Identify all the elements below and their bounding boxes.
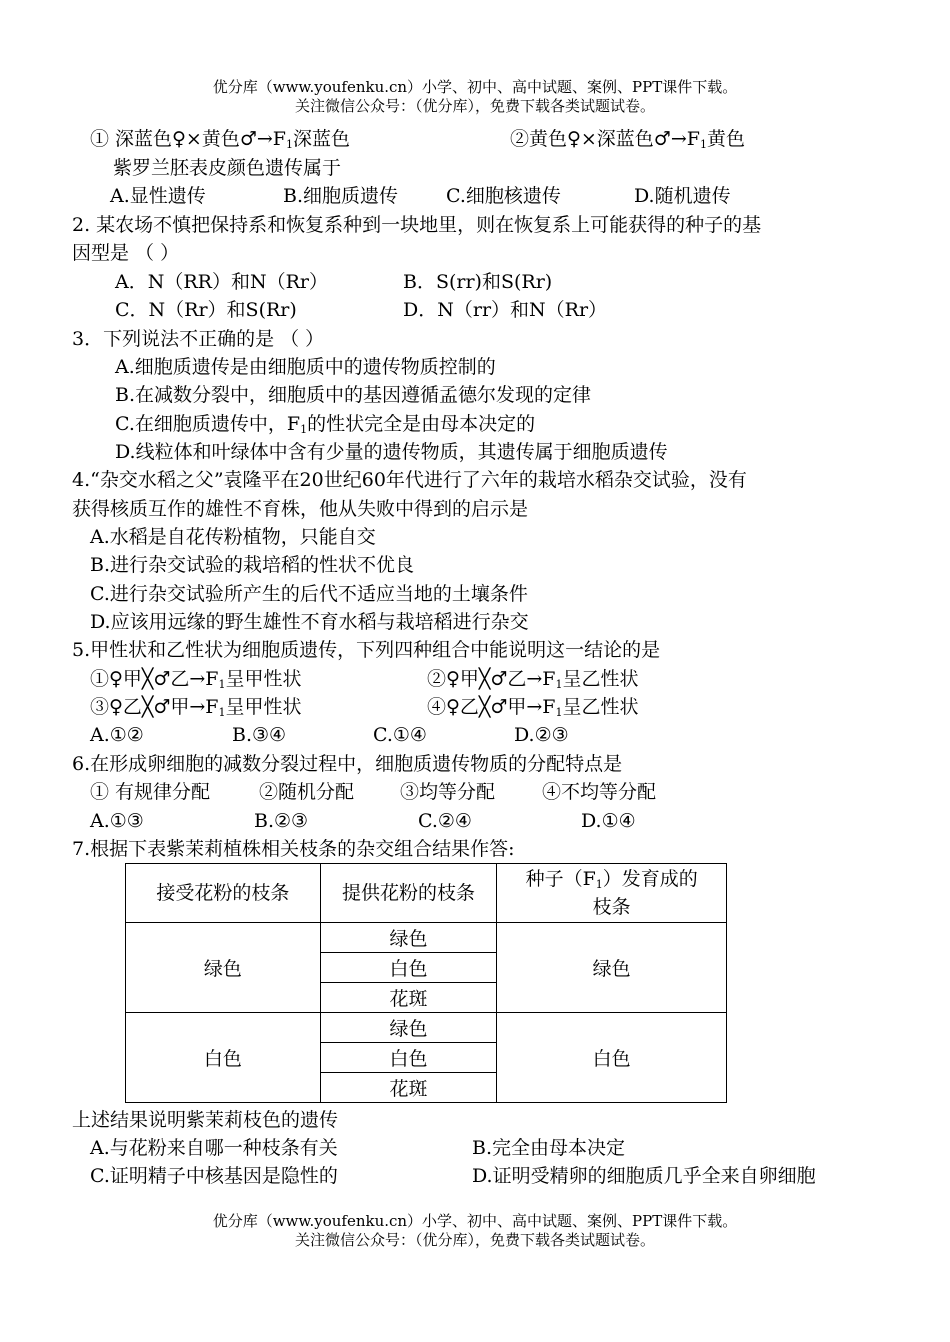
donor-cell: 绿色	[320, 1013, 497, 1043]
q3-option-d: D.线粒体和叶绿体中含有少量的遗传物质，其遗传属于细胞质遗传	[115, 441, 668, 463]
q4-option-d: D.应该用远缘的野生雄性不育水稻与栽培稻进行杂交	[90, 611, 529, 633]
page-footer	[0, 1212, 950, 1250]
q4-stem-line-2: 获得核质互作的雄性不育株，他从失败中得到的启示是	[72, 498, 529, 520]
donor-cell: 花斑	[320, 1073, 497, 1103]
q1-option-d: D.随机遗传	[634, 185, 731, 207]
q3-option-b: B.在减数分裂中，细胞质中的基因遵循孟德尔发现的定律	[115, 384, 592, 406]
q6-option-a: A.①③	[90, 810, 144, 832]
q1-option-a: A.显性遗传	[110, 185, 206, 207]
table-header-recipient: 接受花粉的枝条	[126, 864, 321, 923]
q3-stem: 3．下列说法不正确的是 （ ）	[72, 328, 325, 350]
header-line-2: 关注微信公众号：（优分库），免费下载各类试题试卷。	[294, 97, 655, 115]
q2-option-d: D．N（rr）和N（Rr）	[403, 299, 608, 321]
donor-cell: 花斑	[320, 983, 497, 1013]
q6-item-3: ③均等分配	[400, 781, 496, 803]
q5-option-d: D.②③	[514, 724, 569, 746]
q5-combo-2: ②♀甲╳♂乙$\to F_1$呈乙性状	[427, 668, 639, 691]
result-cell: 绿色	[497, 923, 727, 1013]
header-line-1: 优分库（www.youfenku.cn）小学、初中、高中试题、案例、PPT课件下载。	[212, 78, 738, 96]
q5-option-a: A.①②	[90, 724, 144, 746]
q4-option-a: A.水稻是自花传粉植物，只能自交	[90, 526, 376, 548]
footer-line-2: 关注微信公众号：（优分库），免费下载各类试题试卷。	[294, 1231, 655, 1249]
q3-option-c: C.在细胞质遗传中，$F_1$的性状完全是由母本决定的	[115, 413, 536, 436]
recipient-cell: 绿色	[126, 923, 321, 1013]
cross-results-table	[125, 863, 727, 1103]
table-row	[126, 923, 727, 953]
table-header-row	[126, 864, 727, 923]
q1-stem: 紫罗兰胚表皮颜色遗传属于	[113, 157, 342, 179]
page-header	[0, 78, 950, 116]
q2-option-a: A．N（RR）和N（Rr）	[115, 271, 328, 293]
q1-option-c: C.细胞核遗传	[446, 185, 561, 207]
q2-stem-line-2: 因型是 （ ）	[72, 242, 180, 264]
q7-after-text: 上述结果说明紫茉莉枝色的遗传	[72, 1109, 339, 1131]
q6-stem: 6.在形成卵细胞的减数分裂过程中，细胞质遗传物质的分配特点是	[72, 753, 623, 775]
q4-option-b: B.进行杂交试验的栽培稻的性状不优良	[90, 554, 415, 576]
donor-cell: 绿色	[320, 923, 497, 953]
q5-stem: 5.甲性状和乙性状为细胞质遗传，下列四种组合中能说明这一结论的是	[72, 639, 661, 661]
donor-cell: 白色	[320, 953, 497, 983]
q6-option-d: D.①④	[581, 810, 636, 832]
q2-option-b: B．S(rr)和S(Rr)	[403, 271, 553, 293]
q7-option-d: D.证明受精卵的细胞质几乎全来自卵细胞	[472, 1165, 816, 1187]
q1-cross-2: ②黄色♀×深蓝色$♂\to F_1$黄色	[510, 128, 745, 151]
q6-option-c: C.②④	[418, 810, 472, 832]
q1-option-b: B.细胞质遗传	[283, 185, 399, 207]
footer-line-1: 优分库（www.youfenku.cn）小学、初中、高中试题、案例、PPT课件下载。	[212, 1212, 738, 1230]
table-header-result: 种子$(F_1)$发育成的 枝条	[497, 864, 727, 923]
q3-option-a: A.细胞质遗传是由细胞质中的遗传物质控制的	[115, 356, 496, 378]
donor-cell: 白色	[320, 1043, 497, 1073]
q5-combo-4: ④♀乙╳♂甲$\to F_1$呈乙性状	[427, 696, 639, 719]
q2-stem-line-1: 2. 某农场不慎把保持系和恢复系种到一块地里，则在恢复系上可能获得的种子的基	[72, 214, 762, 236]
q6-item-1: ① 有规律分配	[90, 781, 211, 803]
table-header-donor: 提供花粉的枝条	[320, 864, 497, 923]
q7-option-b: B.完全由母本决定	[472, 1137, 626, 1159]
q5-option-c: C.①④	[373, 724, 427, 746]
q6-item-4: ④不均等分配	[542, 781, 657, 803]
result-cell: 白色	[497, 1013, 727, 1103]
q5-option-b: B.③④	[232, 724, 287, 746]
q7-option-a: A.与花粉来自哪一种枝条有关	[90, 1137, 338, 1159]
q2-option-c: C．N（Rr）和S(Rr)	[115, 299, 297, 321]
q7-option-c: C.证明精子中核基因是隐性的	[90, 1165, 338, 1187]
q6-option-b: B.②③	[254, 810, 309, 832]
q1-cross-1: ① 深蓝色♀×黄色$♂\to F_1$深蓝色	[90, 128, 350, 151]
q5-combo-3: ③♀乙╳♂甲$\to F_1$呈甲性状	[90, 696, 302, 719]
q4-option-c: C.进行杂交试验所产生的后代不适应当地的土壤条件	[90, 583, 528, 605]
q5-combo-1: ①♀甲╳♂乙$\to F_1$呈甲性状	[90, 668, 302, 691]
q6-item-2: ②随机分配	[259, 781, 355, 803]
table-row	[126, 1013, 727, 1043]
q7-stem: 7.根据下表紫茉莉植株相关枝条的杂交组合结果作答:	[72, 838, 515, 860]
q4-stem-line-1: 4.“杂交水稻之父”袁隆平在20世纪60年代进行了六年的栽培水稻杂交试验，没有	[72, 469, 747, 491]
recipient-cell: 白色	[126, 1013, 321, 1103]
